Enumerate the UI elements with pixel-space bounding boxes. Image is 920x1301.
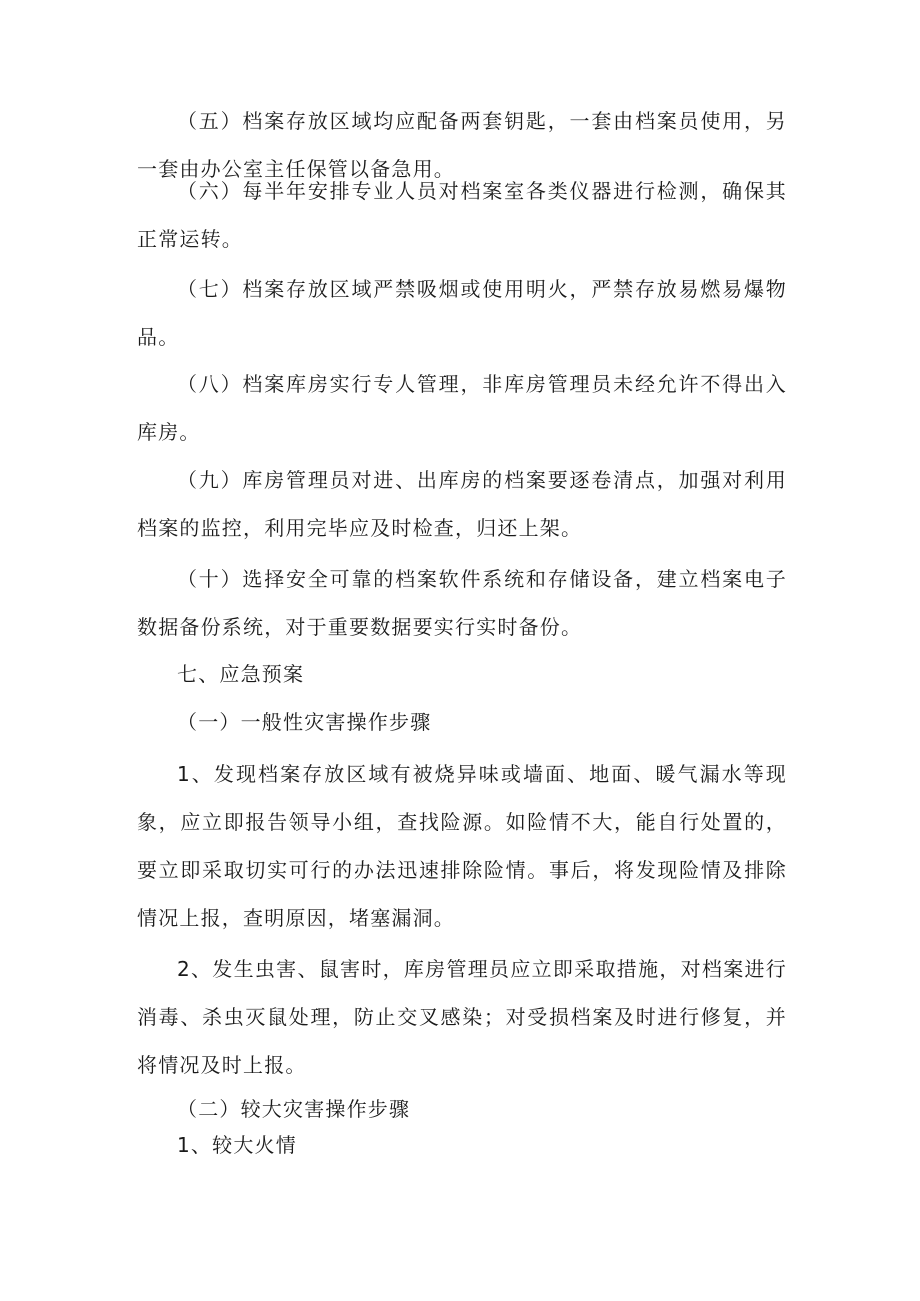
paragraph-item-10: （十）选择安全可靠的档案软件系统和存储设备，建立档案电子数据备份系统，对于重要数据要实行实时备份。 [137, 567, 787, 639]
subsection-title-2: （二）较大灾害操作步骤 [177, 1097, 411, 1121]
step-2-1: 1、较大火情 [177, 1133, 297, 1157]
paragraph-item-8: （八）档案库房实行专人管理，非库房管理员未经允许不得出入库房。 [137, 372, 787, 444]
step-1-1: 1、发现档案存放区域有被烧异味或墙面、地面、暖气漏水等现象，应立即报告领导小组，查找险源。如险情不大，能自行处置的，要立即采取切实可行的办法迅速排除险情。事后，将发现险情及排除情况上报，查明原因，堵塞漏洞。 [137, 762, 787, 930]
paragraph-item-7: （七）档案存放区域严禁吸烟或使用明火，严禁存放易燃易爆物品。 [137, 277, 787, 349]
subsection-title-1: （一）一般性灾害操作步骤 [177, 710, 432, 734]
paragraph-item-5: （五）档案存放区域均应配备两套钥匙，一套由档案员使用，另一套由办公室主任保管以备急用。 [137, 109, 787, 181]
step-1-2: 2、发生虫害、鼠害时，库房管理员应立即采取措施，对档案进行消毒、杀虫灭鼠处理，防止交叉感染；对受损档案及时进行修复，并将情况及时上报。 [137, 957, 787, 1077]
section-title: 七、应急预案 [177, 662, 305, 686]
paragraph-item-6: （六）每半年安排专业人员对档案室各类仪器进行检测，确保其正常运转。 [137, 179, 787, 251]
paragraph-item-9: （九）库房管理员对进、出库房的档案要逐卷清点，加强对利用档案的监控，利用完毕应及时检查，归还上架。 [137, 468, 787, 540]
